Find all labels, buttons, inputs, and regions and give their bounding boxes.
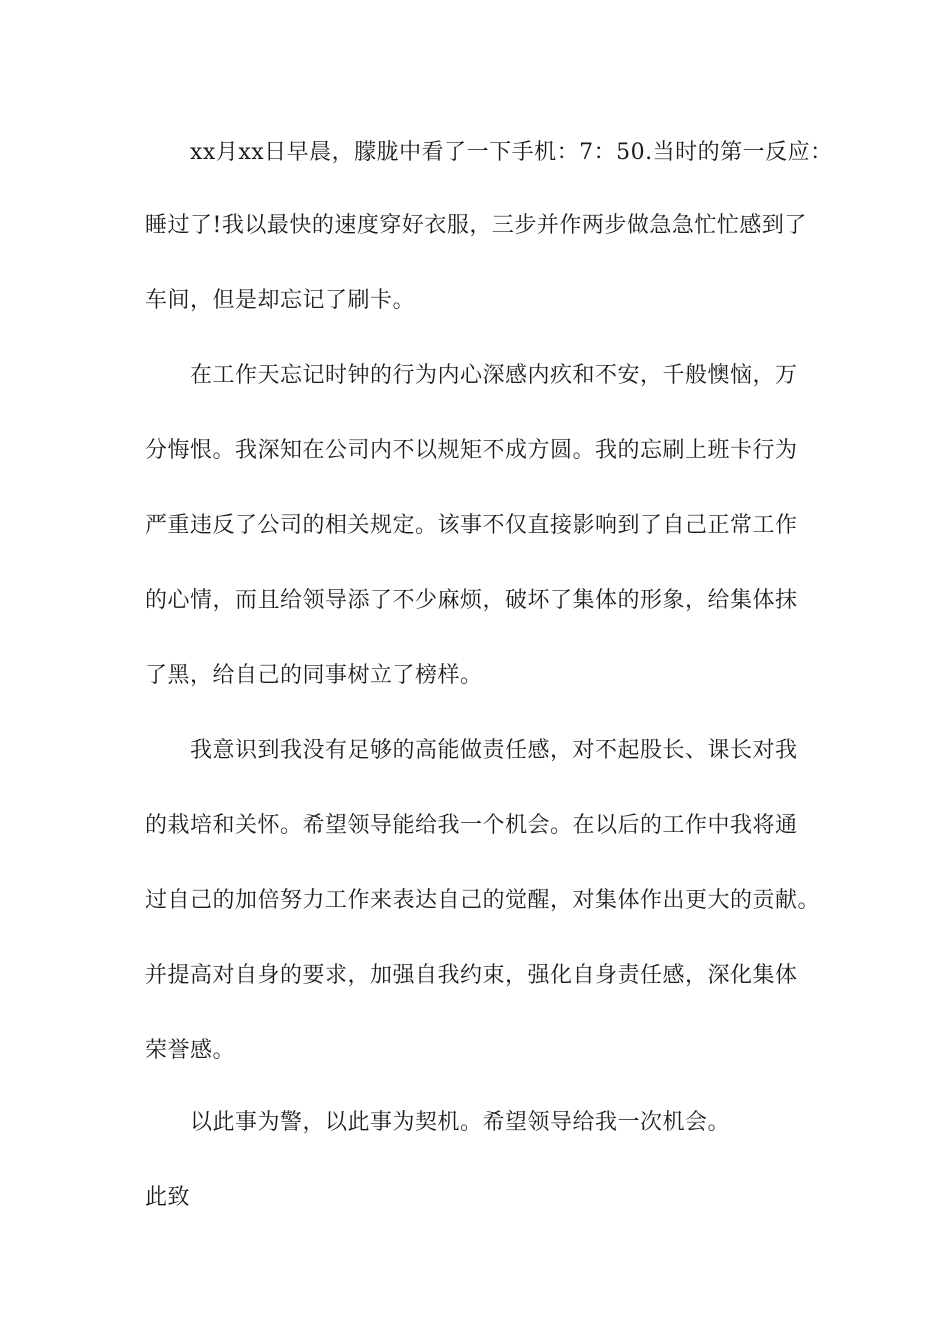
- paragraph-2-line-4: 的心情，而且给领导添了不少麻烦，破坏了集体的形象，给集体抹: [145, 588, 798, 613]
- paragraph-1-line-1: xx月xx日早晨，朦胧中看了一下手机：7：50.当时的第一反应：: [190, 140, 833, 165]
- paragraph-2-line-3: 严重违反了公司的相关规定。该事不仅直接影响到了自己正常工作: [145, 513, 798, 538]
- paragraph-4-line-1: 以此事为警，以此事为契机。希望领导给我一次机会。: [190, 1110, 731, 1135]
- paragraph-1-line-2: 睡过了!我以最快的速度穿好衣服，三步并作两步做急急忙忙感到了: [145, 213, 807, 238]
- paragraph-2-line-1: 在工作天忘记时钟的行为内心深感内疚和不安，千般懊恼，万: [190, 363, 798, 388]
- paragraph-3-line-3: 过自己的加倍努力工作来表达自己的觉醒，对集体作出更大的贡献。: [145, 888, 821, 913]
- paragraph-3-line-1: 我意识到我没有足够的高能做责任感，对不起股长、课长对我: [190, 738, 798, 763]
- paragraph-3-line-4: 并提高对自身的要求，加强自我约束，强化自身责任感，深化集体: [145, 963, 798, 988]
- closing-salutation: 此致: [145, 1185, 191, 1210]
- paragraph-3-line-2: 的栽培和关怀。希望领导能给我一个机会。在以后的工作中我将通: [145, 813, 798, 838]
- paragraph-2-line-5: 了黑，给自己的同事树立了榜样。: [145, 663, 483, 688]
- paragraph-2-line-2: 分悔恨。我深知在公司内不以规矩不成方圆。我的忘刷上班卡行为: [145, 438, 798, 463]
- paragraph-1-line-3: 车间，但是却忘记了刷卡。: [145, 288, 416, 313]
- paragraph-3-line-5: 荣誉感。: [145, 1038, 236, 1063]
